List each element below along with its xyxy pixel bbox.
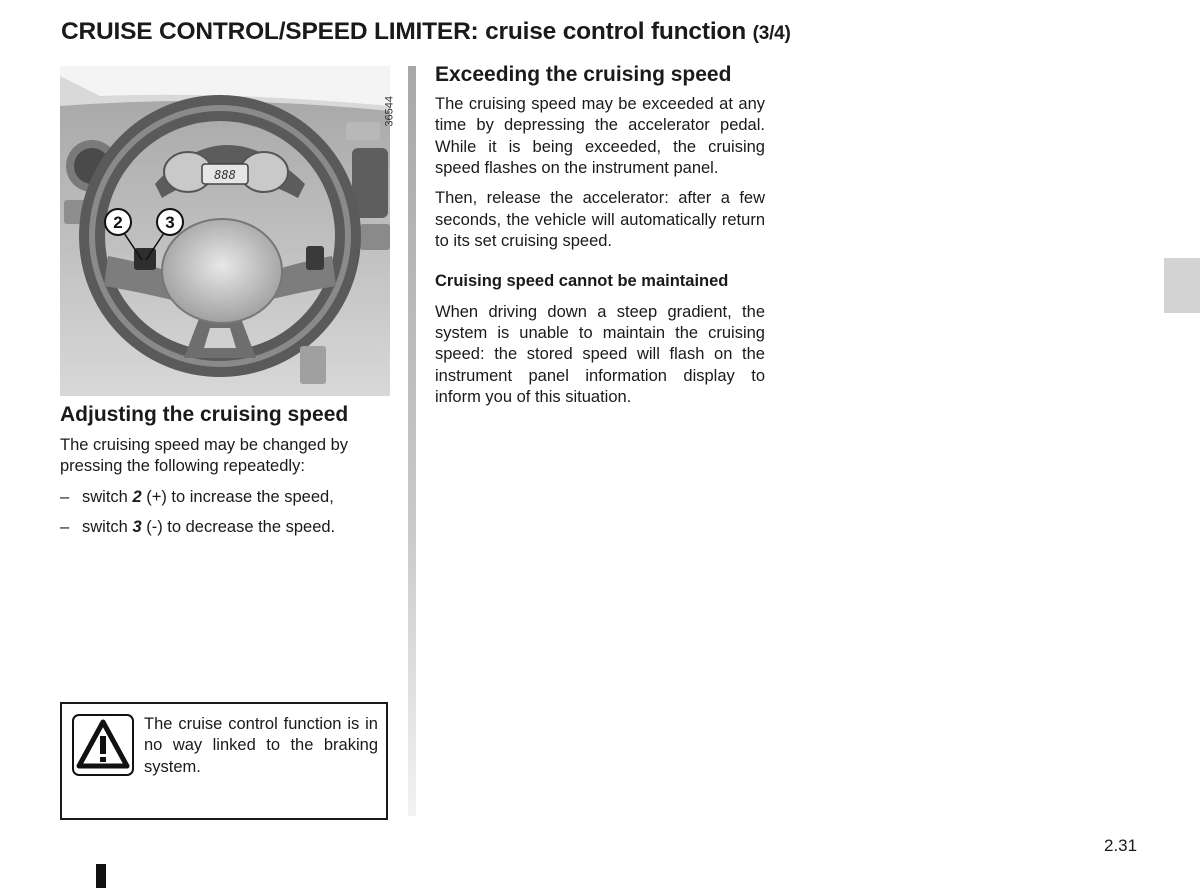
callout-2-label: 2	[113, 213, 123, 232]
callout-2	[105, 209, 131, 235]
switch-number: 3	[132, 517, 142, 536]
callout-3	[157, 209, 183, 235]
exceeding-para-2: Then, release the accelerator: after a few seconds, the vehicle will automatically return to its set cruising speed.	[435, 189, 765, 250]
callout-3-label: 3	[165, 213, 175, 232]
list-text: switch 3 (-) to decrease the speed.	[82, 517, 336, 536]
list-item	[60, 487, 392, 508]
exceeding-para-1: The cruising speed may be exceeded at any time by depressing the accelerator pedal. While it is being exceeded, the cruising speed flashes on the instrument panel.	[435, 95, 765, 178]
adjusting-intro: The cruising speed may be changed by pressing the following repeatedly:	[60, 436, 349, 476]
page-title-text: CRUISE CONTROL/SPEED LIMITER: cruise control function	[61, 18, 746, 45]
cluster-display-text: 888	[214, 168, 236, 182]
list-text: switch 2 (+) to increase the speed,	[82, 487, 334, 506]
warning-triangle-icon	[72, 714, 134, 776]
section-tab	[1164, 258, 1200, 313]
steering-wheel-illustration	[60, 66, 390, 396]
adjusting-heading: Adjusting the cruising speed	[60, 403, 349, 426]
list-dash: –	[60, 487, 70, 506]
warning-box	[60, 702, 388, 820]
page-number: 2.31	[1104, 836, 1138, 855]
switch-number: 2	[132, 487, 142, 506]
maintained-para: When driving down a steep gradient, the system is unable to maintain the cruising speed: the stored speed will flash on the instrument panel information display to inform you of this situation.	[435, 302, 765, 406]
exceeding-heading: Exceeding the cruising speed	[435, 63, 732, 86]
page-part-indicator: (3/4)	[752, 23, 791, 44]
column-divider	[408, 66, 416, 816]
page-edge-mark	[96, 864, 106, 888]
warning-text: The cruise control function is in no way linked to the braking system.	[144, 715, 378, 776]
maintained-subheading: Cruising speed cannot be maintained	[435, 272, 729, 291]
steering-wheel-figure	[60, 66, 396, 396]
list-item	[60, 517, 392, 538]
page-title	[61, 18, 791, 46]
figure-id: 36544	[384, 96, 396, 127]
right-column	[435, 62, 765, 417]
left-column	[60, 402, 392, 547]
list-dash: –	[60, 517, 70, 536]
